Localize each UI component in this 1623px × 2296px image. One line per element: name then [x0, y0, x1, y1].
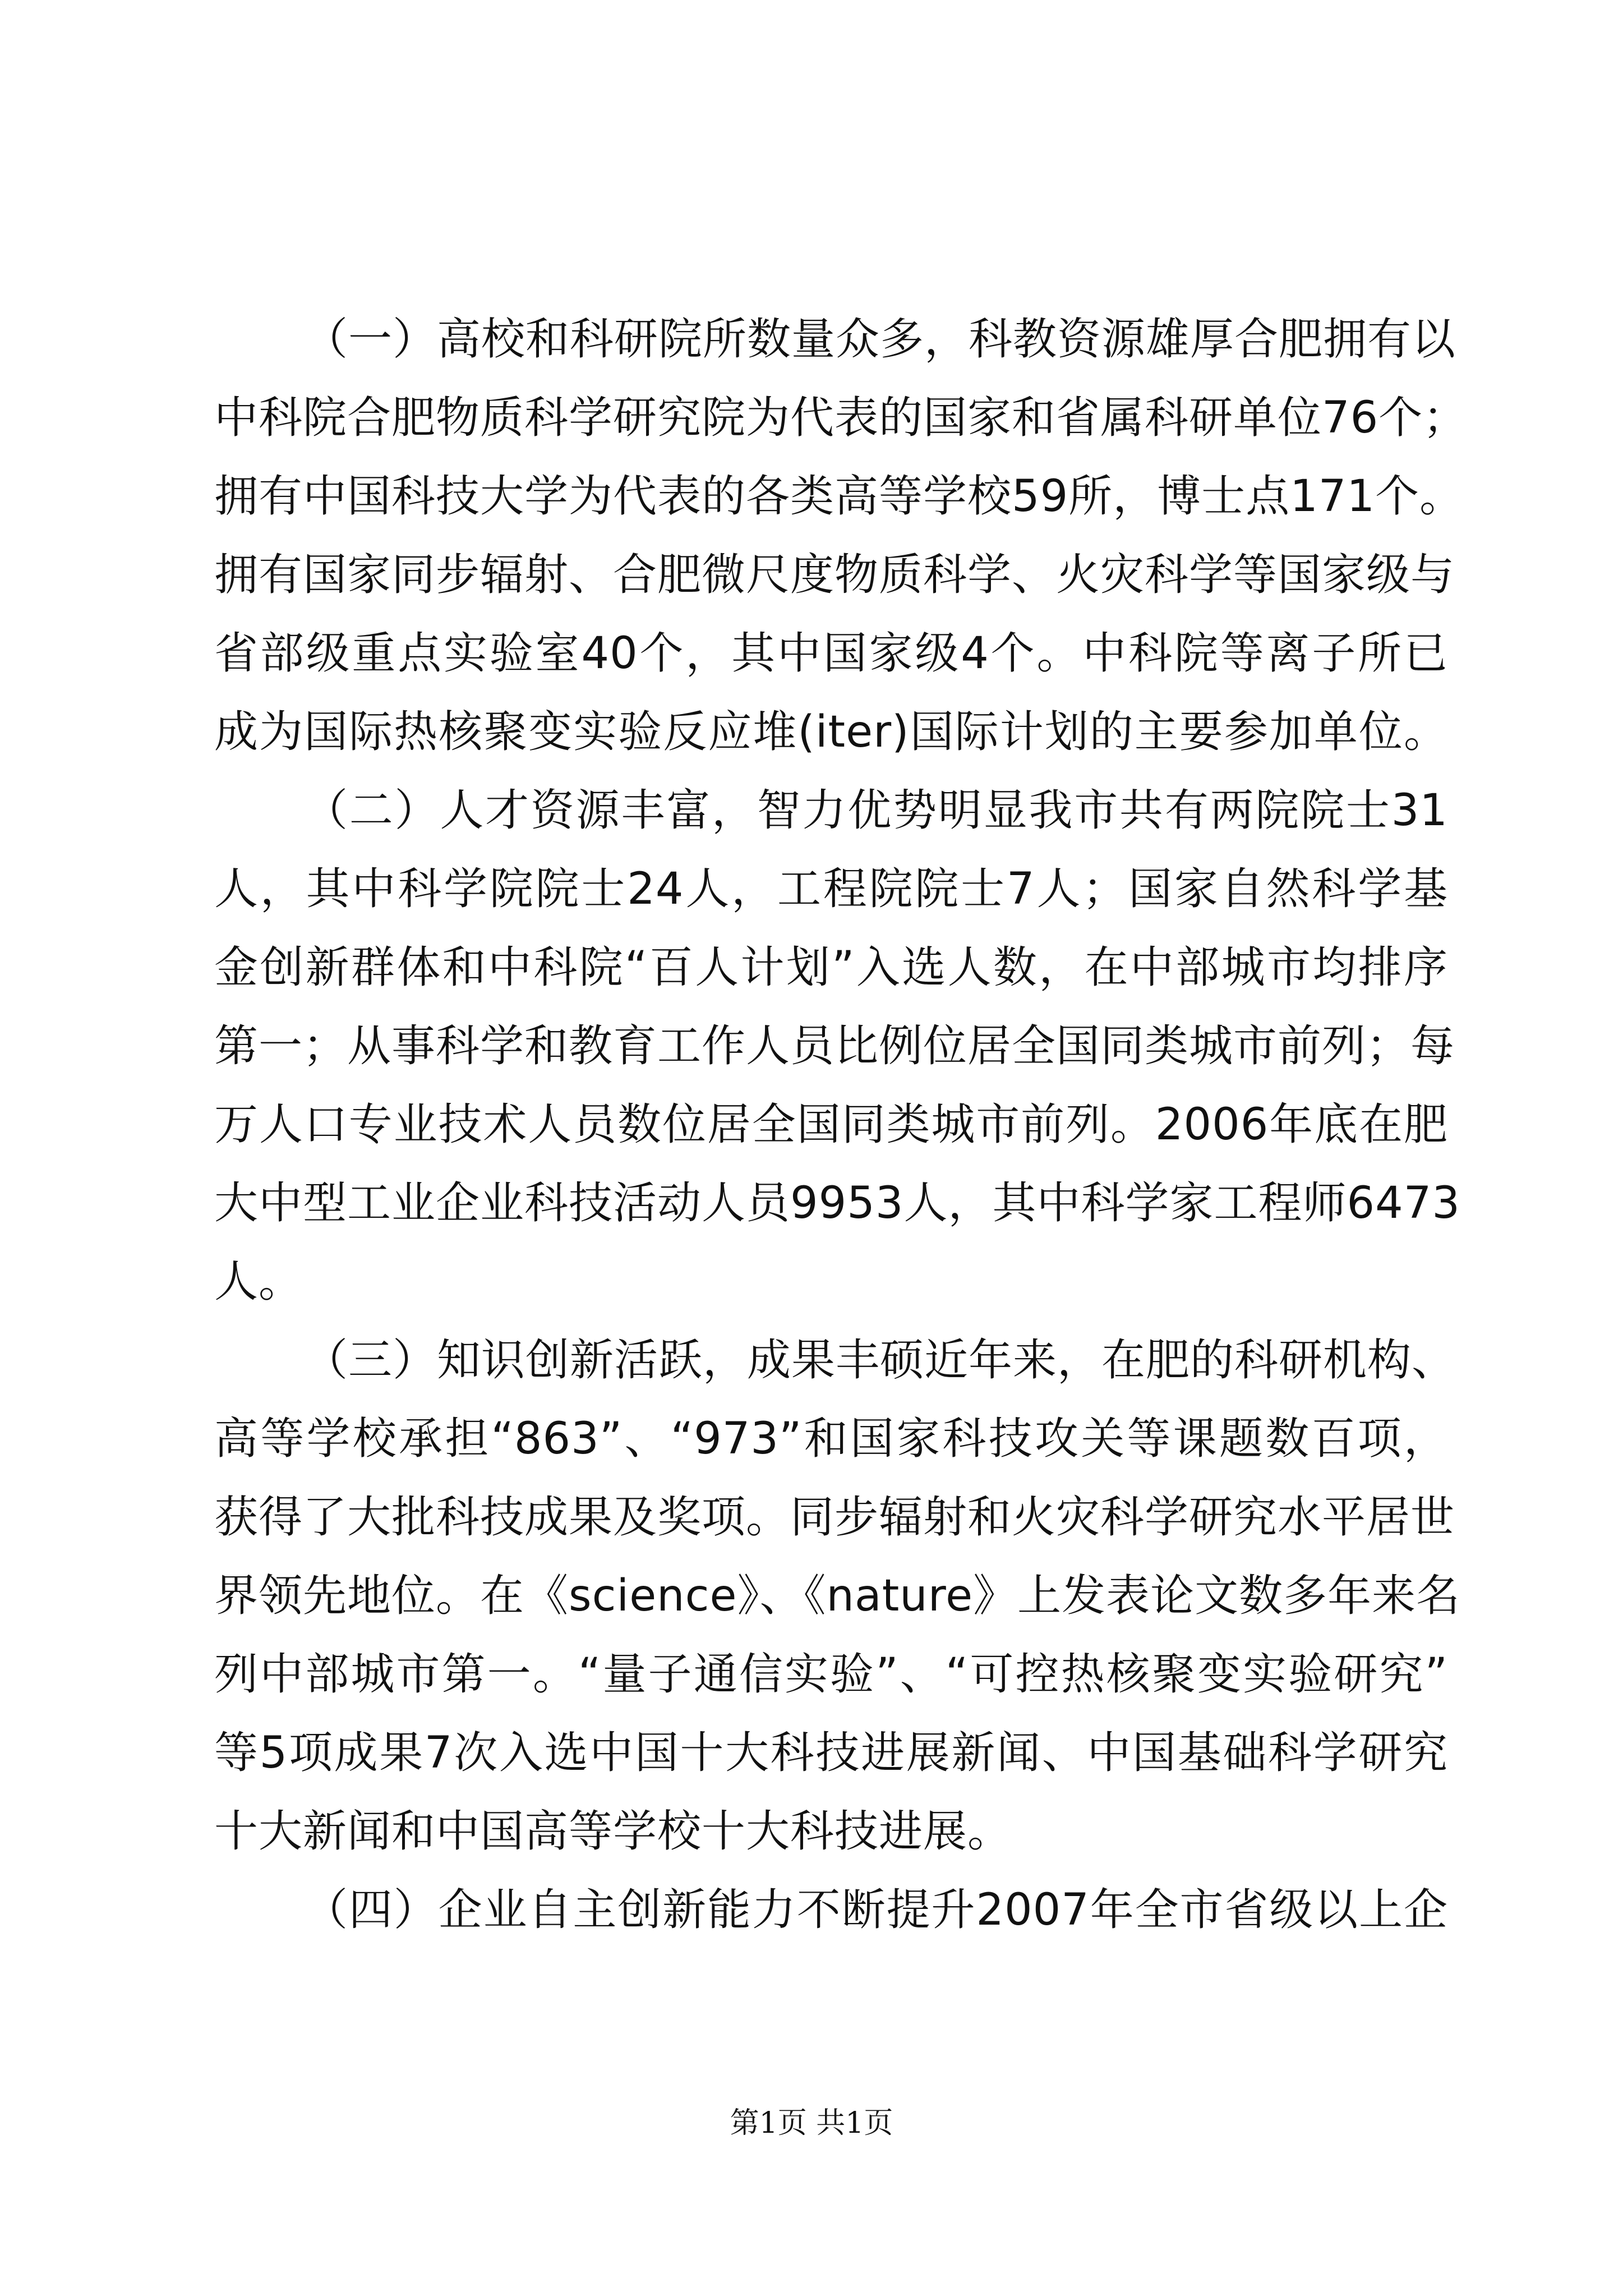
paragraph-4-line-1: （四）企业自主创新能力不断提升2007年全市省级以上企 — [304, 1885, 1448, 1935]
paragraph-2-line-7: 人。 — [214, 1257, 303, 1307]
paragraph-3-line-4: 界领先地位。在《science》、《nature》上发表论文数多年来名 — [214, 1571, 1461, 1621]
page-footer: 第1页 共1页 — [730, 2106, 893, 2140]
paragraph-3-line-7: 十大新闻和中国高等学校十大科技进展。 — [214, 1806, 1012, 1857]
paragraph-1-line-5: 省部级重点实验室40个，其中国家级4个。中科院等离子所已 — [214, 628, 1448, 679]
paragraph-1-line-6: 成为国际热核聚变实验反应堆(iter)国际计划的主要参加单位。 — [214, 707, 1448, 757]
paragraph-3-line-5: 列中部城市第一。“量子通信实验”、“可控热核聚变实验研究” — [214, 1649, 1448, 1700]
paragraph-3-line-6: 等5项成果7次入选中国十大科技进展新闻、中国基础科学研究 — [214, 1728, 1448, 1778]
paragraph-2-line-5: 万人口专业技术人员数位居全国同类城市前列。2006年底在肥 — [214, 1099, 1448, 1150]
paragraph-1-line-3: 拥有中国科技大学为代表的各类高等学校59所，博士点171个。 — [214, 471, 1464, 522]
paragraph-2-line-2: 人，其中科学院院士24人，工程院院士7人；国家自然科学基 — [214, 864, 1448, 914]
paragraph-3-line-1: （三）知识创新活跃，成果丰硕近年来，在肥的科研机构、 — [304, 1335, 1456, 1386]
paragraph-2-line-4: 第一；从事科学和教育工作人员比例位居全国同类城市前列；每 — [214, 1021, 1455, 1071]
paragraph-1-line-4: 拥有国家同步辐射、合肥微尺度物质科学、火灾科学等国家级与 — [214, 550, 1455, 600]
paragraph-3-line-2: 高等学校承担“863”、“973”和国家科技攻关等课题数百项， — [214, 1414, 1448, 1464]
paragraph-2-line-6: 大中型工业企业科技活动人员9953人，其中科学家工程师6473 — [214, 1178, 1461, 1228]
paragraph-1-line-2: 中科院合肥物质科学研究院为代表的国家和省属科研单位76个； — [214, 393, 1468, 443]
paragraph-2-line-1: （二）人才资源丰富，智力优势明显我市共有两院院士31 — [304, 785, 1448, 836]
paragraph-1-line-1: （一）高校和科研院所数量众多，科教资源雄厚合肥拥有以 — [304, 314, 1456, 365]
paragraph-2-line-3: 金创新群体和中科院“百人计划”入选人数，在中部城市均排序 — [214, 942, 1448, 993]
paragraph-3-line-3: 获得了大批科技成果及奖项。同步辐射和火灾科学研究水平居世 — [214, 1492, 1455, 1543]
